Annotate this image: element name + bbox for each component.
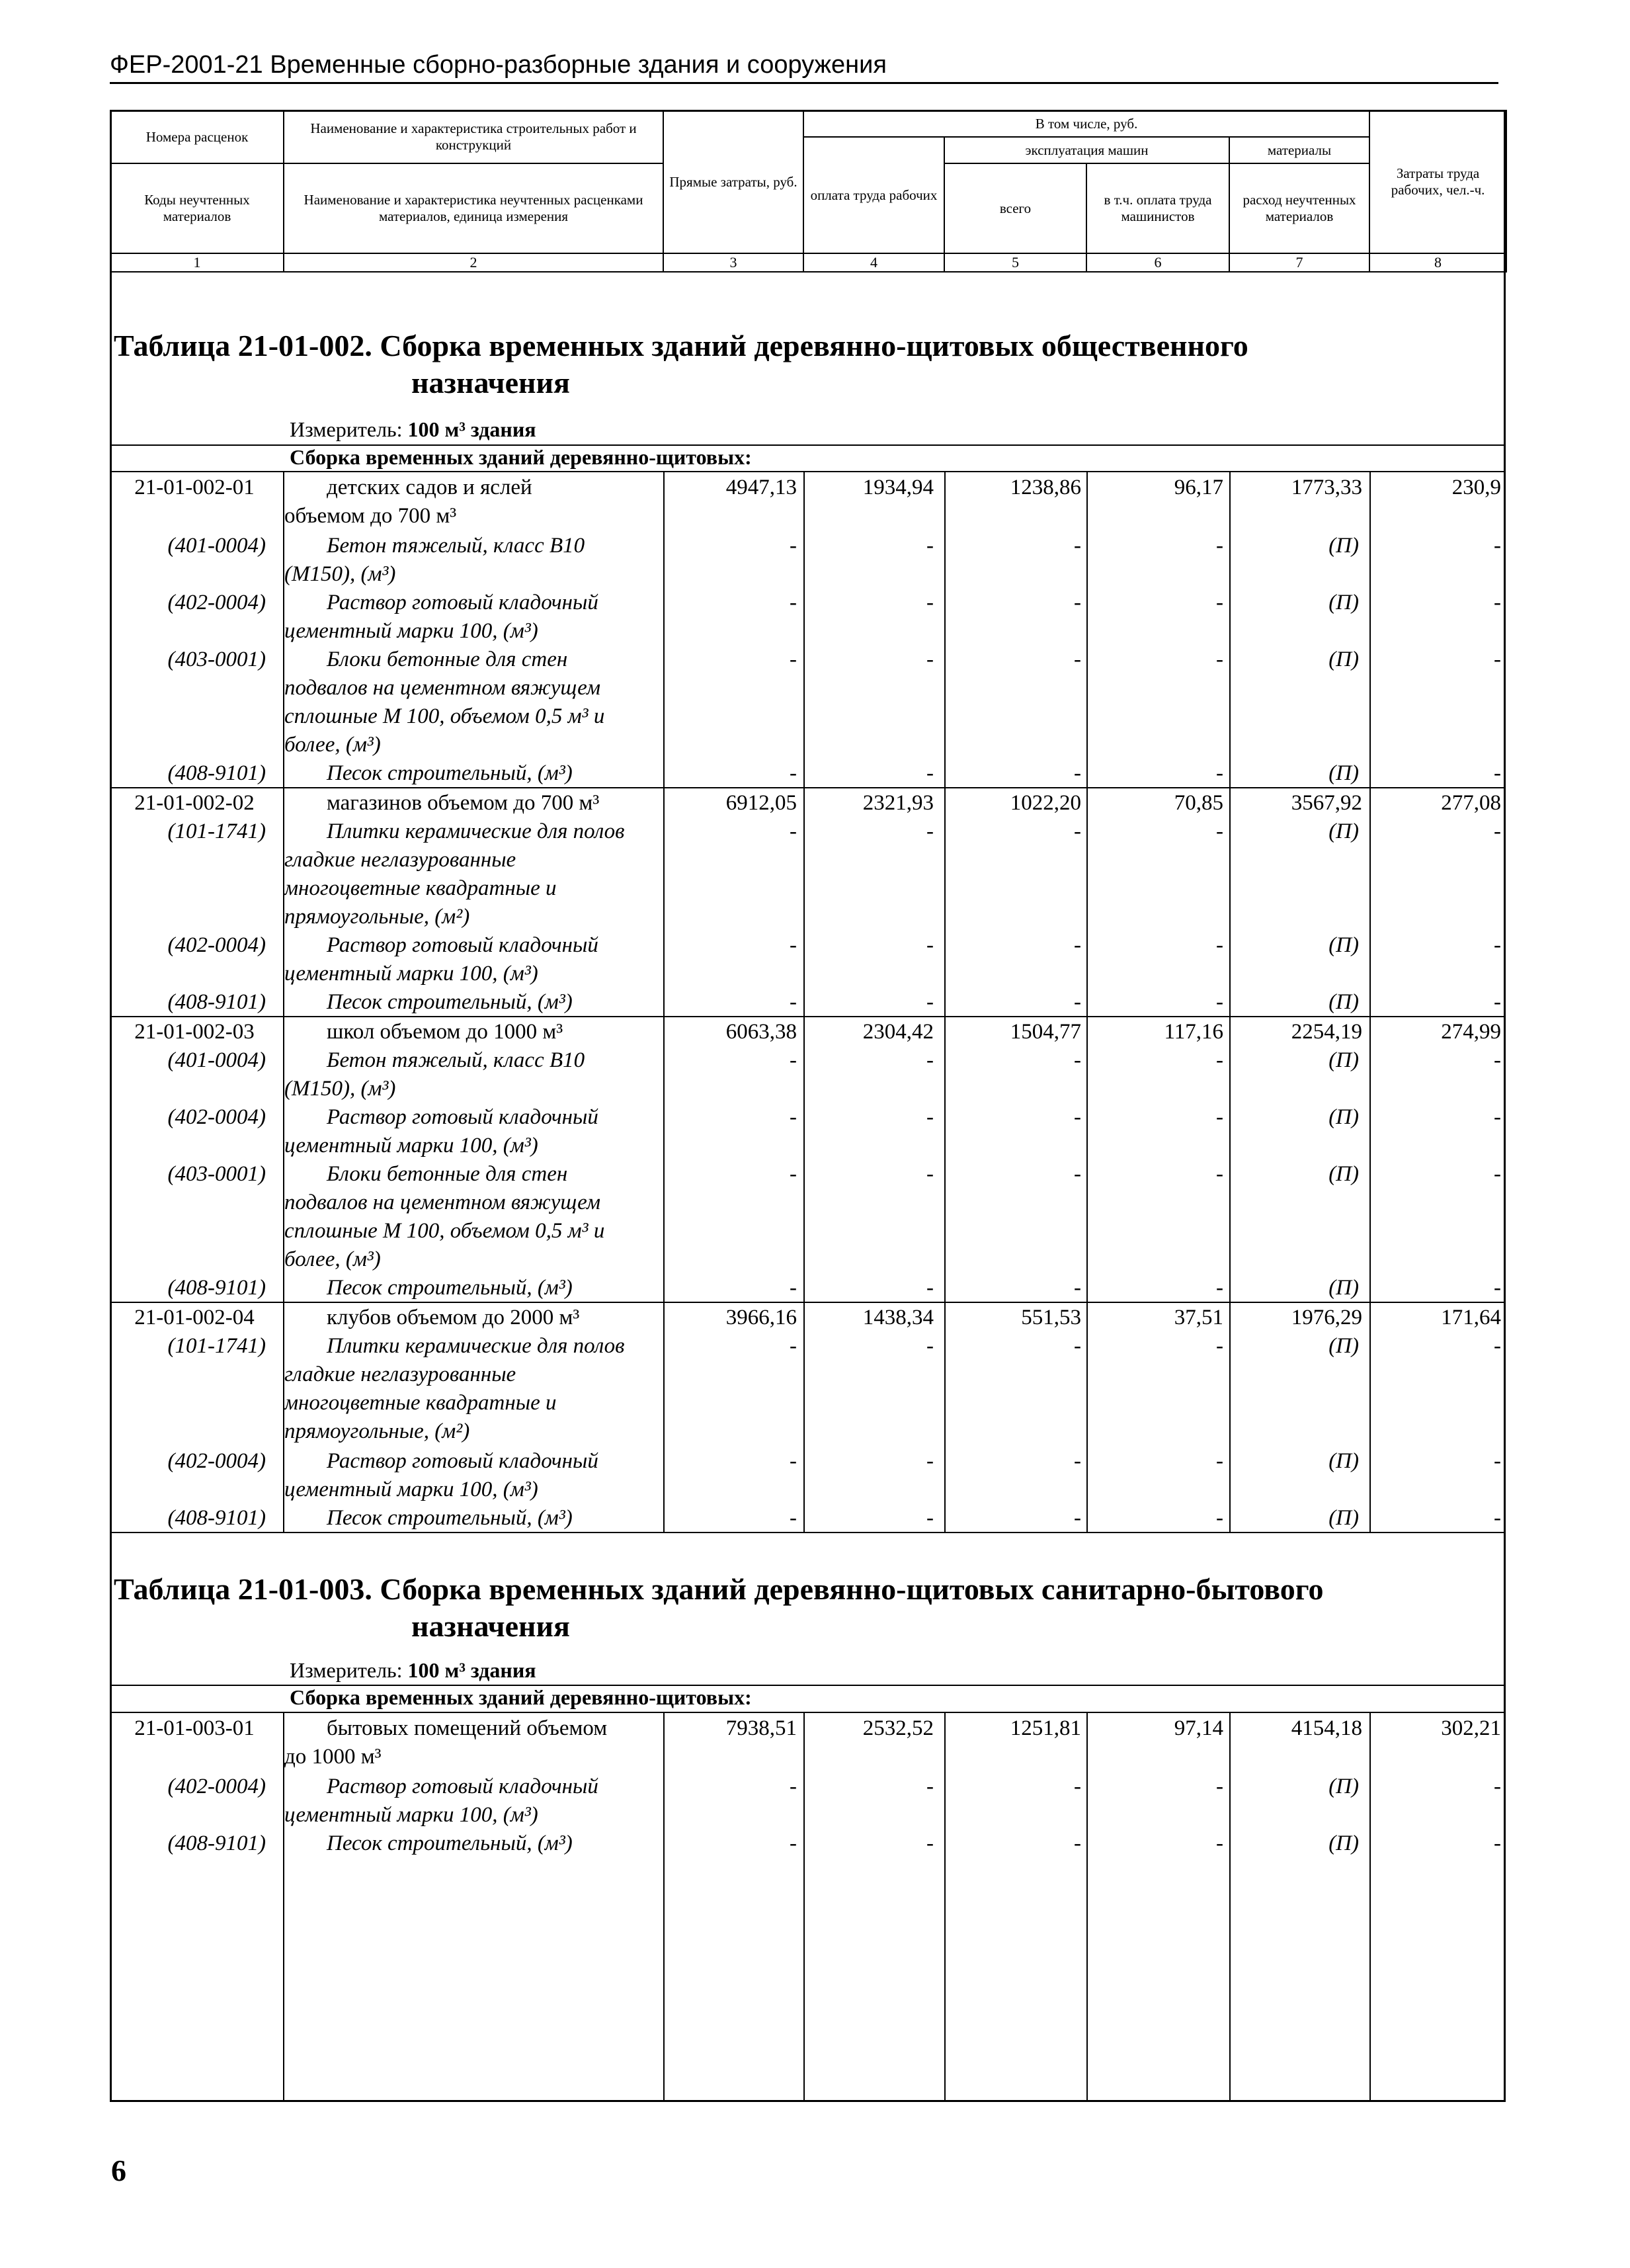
dash-cell: - (790, 1048, 797, 1072)
rate-code: 21-01-002-02 (134, 791, 255, 815)
material-code: (101-1741) (167, 819, 266, 843)
column-rule (1086, 471, 1088, 1532)
machines-total: 551,53 (1021, 1306, 1081, 1329)
p-mark: (П) (1328, 990, 1359, 1014)
p-mark: (П) (1328, 1048, 1359, 1072)
col-num-1: 1 (110, 253, 284, 272)
dash-cell: - (1216, 933, 1223, 957)
dash-cell: - (1216, 1831, 1223, 1855)
dash-cell: - (926, 1831, 934, 1855)
material-name: Песок строительный, (м³) (327, 990, 573, 1014)
col-num-2: 2 (284, 253, 663, 272)
dash-cell: - (926, 648, 934, 671)
dash-cell: - (1216, 534, 1223, 558)
material-name: Песок строительный, (м³) (327, 761, 573, 785)
p-mark: (П) (1328, 1276, 1359, 1300)
dash-cell: - (1494, 534, 1501, 558)
measure-value: 100 м³ здания (407, 1658, 536, 1682)
work-name: бытовых помещений объемом до 1000 м³ (284, 1716, 608, 1769)
measure-label: Измеритель: (290, 417, 403, 441)
material-name: Блоки бетонные для стен подвалов на цементном вяжущем сплошные М 100, объемом 0,5 м³ и более, (м³) (284, 1162, 605, 1271)
dash-cell: - (1216, 1449, 1223, 1473)
column-rule (1086, 1712, 1088, 2102)
table-21-01-003-title (114, 1571, 1496, 1645)
dash-cell: - (1216, 1334, 1223, 1358)
material-code: (408-9101) (167, 1276, 266, 1300)
column-rule (1369, 471, 1371, 1532)
column-header (110, 110, 1507, 273)
dash-cell: - (1494, 1775, 1501, 1798)
rate-code: 21-01-002-03 (134, 1020, 255, 1044)
dash-cell: - (1074, 1506, 1081, 1530)
dash-cell: - (1494, 591, 1501, 614)
measure-unit (290, 417, 536, 442)
col-num-4: 4 (803, 253, 944, 272)
dash-cell: - (790, 1449, 797, 1473)
dash-cell: - (1216, 1162, 1223, 1186)
dash-cell: - (926, 761, 934, 785)
subheading: Сборка временных зданий деревянно-щитовых: (290, 445, 752, 469)
col-num-3: 3 (663, 253, 803, 272)
material-name: Раствор готовый кладочный цементный марки 100, (м³) (284, 1449, 598, 1501)
dash-cell: - (926, 591, 934, 614)
dash-cell: - (926, 933, 934, 957)
dash-cell: - (790, 1775, 797, 1798)
material-code: (401-0004) (167, 534, 266, 558)
rate-code: 21-01-003-01 (134, 1716, 255, 1740)
material-code: (401-0004) (167, 1048, 266, 1072)
dash-cell: - (790, 1334, 797, 1358)
dash-cell: - (1074, 1162, 1081, 1186)
direct-costs: 3966,16 (725, 1306, 797, 1329)
dash-cell: - (1074, 1048, 1081, 1072)
material-name: Плитки керамические для полов гладкие неглазурованные многоцветные квадратные и прямоугольные, (м²) (284, 819, 625, 929)
dash-cell: - (926, 1162, 934, 1186)
p-mark: (П) (1328, 648, 1359, 671)
materials-cost: 4154,18 (1291, 1716, 1362, 1740)
workers-pay: 1438,34 (862, 1306, 934, 1329)
materials-cost: 1773,33 (1291, 476, 1362, 499)
dash-cell: - (1216, 1506, 1223, 1530)
material-code: (101-1741) (167, 1334, 266, 1358)
dash-cell: - (926, 534, 934, 558)
material-name: Раствор готовый кладочный цементный марки 100, (м³) (284, 591, 598, 643)
dash-cell: - (1494, 1334, 1501, 1358)
dash-cell: - (790, 1162, 797, 1186)
column-rule (1369, 1712, 1371, 2102)
dash-cell: - (1216, 761, 1223, 785)
dash-cell: - (790, 1105, 797, 1129)
p-mark: (П) (1328, 1506, 1359, 1530)
dash-cell: - (1494, 1276, 1501, 1300)
dash-cell: - (926, 819, 934, 843)
col8-header: Затраты труда рабочих, чел.-ч. (1369, 110, 1506, 253)
column-rule (803, 471, 805, 1532)
p-mark: (П) (1328, 534, 1359, 558)
col2-top-header: Наименование и характеристика строительных работ и конструкций (284, 110, 663, 163)
col7-header: расход неучтенных материалов (1229, 163, 1369, 253)
table-21-01-002-title (114, 327, 1496, 401)
dash-cell: - (1216, 591, 1223, 614)
material-code: (403-0001) (167, 1162, 266, 1186)
dash-cell: - (790, 1506, 797, 1530)
dash-cell: - (1074, 591, 1081, 614)
column-rule (1229, 471, 1231, 1532)
direct-costs: 7938,51 (725, 1716, 797, 1740)
dash-cell: - (790, 819, 797, 843)
workers-pay: 1934,94 (862, 476, 934, 499)
work-name: школ объемом до 1000 м³ (327, 1020, 563, 1044)
p-mark: (П) (1328, 1105, 1359, 1129)
dash-cell: - (1074, 1334, 1081, 1358)
rule (110, 1712, 1506, 1713)
labor-hours: 277,08 (1441, 791, 1501, 815)
material-code: (408-9101) (167, 761, 266, 785)
dash-cell: - (1074, 933, 1081, 957)
machines-header: эксплуатация машин (944, 137, 1229, 163)
materials-cost: 2254,19 (1291, 1020, 1362, 1044)
incl-header: В том числе, руб. (803, 110, 1369, 137)
column-rule (663, 1712, 665, 2102)
dash-cell: - (1494, 1162, 1501, 1186)
page-number: 6 (111, 2154, 126, 2187)
col-num-5: 5 (944, 253, 1086, 272)
labor-hours: 171,64 (1441, 1306, 1501, 1329)
dash-cell: - (926, 1105, 934, 1129)
machinists-pay: 37,51 (1174, 1306, 1223, 1329)
p-mark: (П) (1328, 761, 1359, 785)
rate-code: 21-01-002-04 (134, 1306, 255, 1329)
dash-cell: - (1216, 1775, 1223, 1798)
p-mark: (П) (1328, 1831, 1359, 1855)
p-mark: (П) (1328, 1449, 1359, 1473)
dash-cell: - (1074, 648, 1081, 671)
machinists-pay: 97,14 (1174, 1716, 1223, 1740)
dash-cell: - (1074, 990, 1081, 1014)
col1-top-header: Номера расценок (110, 110, 284, 163)
workers-pay: 2321,93 (862, 791, 934, 815)
material-name: Плитки керамические для полов гладкие неглазурованные многоцветные квадратные и прямоугольные, (м²) (284, 1334, 625, 1443)
dash-cell: - (790, 1276, 797, 1300)
materials-cost: 1976,29 (1291, 1306, 1362, 1329)
dash-cell: - (790, 933, 797, 957)
p-mark: (П) (1328, 819, 1359, 843)
dash-cell: - (1216, 819, 1223, 843)
col-num-8: 8 (1369, 253, 1506, 272)
subheading: Сборка временных зданий деревянно-щитовых: (290, 1685, 752, 1709)
material-code: (408-9101) (167, 990, 266, 1014)
dash-cell: - (790, 761, 797, 785)
material-code: (402-0004) (167, 933, 266, 957)
col-num-6: 6 (1086, 253, 1229, 272)
dash-cell: - (926, 1048, 934, 1072)
dash-cell: - (1074, 1105, 1081, 1129)
dash-cell: - (1494, 648, 1501, 671)
material-code: (408-9101) (167, 1831, 266, 1855)
dash-cell: - (1494, 819, 1501, 843)
material-code: (408-9101) (167, 1506, 266, 1530)
material-code: (403-0001) (167, 648, 266, 671)
materials-header: материалы (1229, 137, 1369, 163)
dash-cell: - (926, 1276, 934, 1300)
p-mark: (П) (1328, 1775, 1359, 1798)
dash-cell: - (1216, 1048, 1223, 1072)
work-name: магазинов объемом до 700 м³ (327, 791, 600, 815)
col1-bottom-header: Коды неучтенных материалов (110, 163, 284, 253)
material-code: (402-0004) (167, 1775, 266, 1798)
dash-cell: - (1494, 1048, 1501, 1072)
work-name: клубов объемом до 2000 м³ (327, 1306, 580, 1329)
labor-hours: 302,21 (1441, 1716, 1501, 1740)
column-rule (803, 1712, 805, 2102)
labor-hours: 230,9 (1451, 476, 1501, 499)
dash-cell: - (1494, 1105, 1501, 1129)
workers-pay: 2304,42 (862, 1020, 934, 1044)
measure-unit (290, 1658, 536, 1683)
dash-cell: - (1216, 990, 1223, 1014)
dash-cell: - (926, 1775, 934, 1798)
dash-cell: - (1074, 761, 1081, 785)
dash-cell: - (1494, 1449, 1501, 1473)
workers-pay: 2532,52 (862, 1716, 934, 1740)
column-rule (944, 1712, 946, 2102)
title-line-2: назначения (411, 366, 570, 399)
title-line-1: Таблица 21-01-002. Сборка временных зданий деревянно-щитовых общественного (114, 329, 1248, 362)
page-header: ФЕР-2001-21 Временные сборно-разборные здания и сооружения (110, 49, 1498, 84)
dash-cell: - (790, 648, 797, 671)
material-code: (402-0004) (167, 1449, 266, 1473)
materials-cost: 3567,92 (1291, 791, 1362, 815)
dash-cell: - (790, 1831, 797, 1855)
dash-cell: - (926, 1506, 934, 1530)
dash-cell: - (1074, 1775, 1081, 1798)
material-name: Раствор готовый кладочный цементный марки 100, (м³) (284, 933, 598, 986)
p-mark: (П) (1328, 1162, 1359, 1186)
machinists-pay: 96,17 (1174, 476, 1223, 499)
material-name: Блоки бетонные для стен подвалов на цементном вяжущем сплошные М 100, объемом 0,5 м³ и более, (м³) (284, 648, 605, 757)
dash-cell: - (790, 591, 797, 614)
dash-cell: - (1074, 534, 1081, 558)
machines-total: 1238,86 (1010, 476, 1081, 499)
col2-bottom-header: Наименование и характеристика неучтенных расценками материалов, единица измерения (284, 163, 663, 253)
dash-cell: - (1216, 648, 1223, 671)
col4-header: оплата труда рабочих (803, 137, 944, 253)
machines-total: 1022,20 (1010, 791, 1081, 815)
dash-cell: - (926, 1449, 934, 1473)
material-code: (402-0004) (167, 591, 266, 614)
dash-cell: - (926, 1334, 934, 1358)
col5-header: всего (944, 163, 1086, 253)
machines-total: 1504,77 (1010, 1020, 1081, 1044)
column-rule (1229, 1712, 1231, 2102)
dash-cell: - (1216, 1276, 1223, 1300)
direct-costs: 6063,38 (725, 1020, 797, 1044)
dash-cell: - (1074, 1449, 1081, 1473)
dash-cell: - (1216, 1105, 1223, 1129)
material-name: Бетон тяжелый, класс В10 (М150), (м³) (284, 534, 585, 586)
col3-header: Прямые затраты, руб. (663, 110, 803, 253)
dash-cell: - (1494, 933, 1501, 957)
dash-cell: - (1074, 819, 1081, 843)
measure-label: Измеритель: (290, 1658, 403, 1682)
dash-cell: - (790, 990, 797, 1014)
material-name: Бетон тяжелый, класс В10 (М150), (м³) (284, 1048, 585, 1101)
rate-code: 21-01-002-01 (134, 476, 255, 499)
material-name: Песок строительный, (м³) (327, 1831, 573, 1855)
dash-cell: - (1074, 1831, 1081, 1855)
title-line-2: назначения (411, 1609, 570, 1643)
col6-header: в т.ч. оплата труда машинистов (1086, 163, 1229, 253)
p-mark: (П) (1328, 933, 1359, 957)
work-name: детских садов и яслей объемом до 700 м³ (284, 476, 532, 528)
dash-cell: - (1494, 990, 1501, 1014)
p-mark: (П) (1328, 591, 1359, 614)
machinists-pay: 70,85 (1174, 791, 1223, 815)
dash-cell: - (926, 990, 934, 1014)
col-num-7: 7 (1229, 253, 1369, 272)
material-name: Раствор готовый кладочный цементный марки 100, (м³) (284, 1775, 598, 1827)
dash-cell: - (1074, 1276, 1081, 1300)
direct-costs: 6912,05 (725, 791, 797, 815)
material-name: Раствор готовый кладочный цементный марки 100, (м³) (284, 1105, 598, 1157)
dash-cell: - (1494, 1831, 1501, 1855)
direct-costs: 4947,13 (725, 476, 797, 499)
rule (110, 471, 1506, 472)
dash-cell: - (790, 534, 797, 558)
p-mark: (П) (1328, 1334, 1359, 1358)
machinists-pay: 117,16 (1164, 1020, 1223, 1044)
machines-total: 1251,81 (1010, 1716, 1081, 1740)
dash-cell: - (1494, 1506, 1501, 1530)
material-name: Песок строительный, (м³) (327, 1506, 573, 1530)
dash-cell: - (1494, 761, 1501, 785)
labor-hours: 274,99 (1441, 1020, 1501, 1044)
title-line-1: Таблица 21-01-003. Сборка временных зданий деревянно-щитовых санитарно-бытового (114, 1572, 1324, 1606)
material-code: (402-0004) (167, 1105, 266, 1129)
material-name: Песок строительный, (м³) (327, 1276, 573, 1300)
measure-value: 100 м³ здания (407, 417, 536, 441)
